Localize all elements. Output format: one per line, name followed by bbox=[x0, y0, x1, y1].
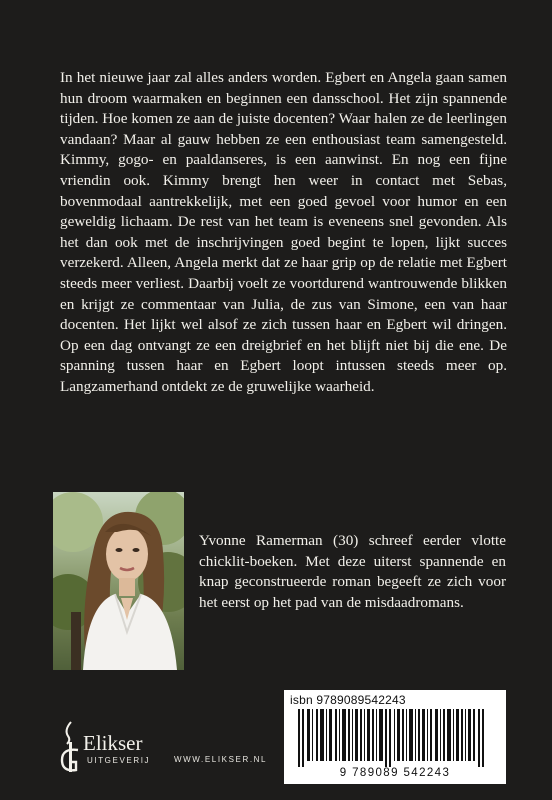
publisher-name: Elikser bbox=[83, 731, 143, 755]
publisher-emblem-icon bbox=[58, 720, 84, 776]
barcode-digits: 9 789089 542243 bbox=[339, 767, 451, 779]
isbn-label: isbn 9789089542243 bbox=[290, 693, 406, 707]
barcode-panel bbox=[284, 690, 506, 784]
author-bio: Yvonne Ramerman (30) schreef eerder vlotte chicklit-boeken. Met deze uiterst spannende en knap geconstrueerde roman begeeft ze zich voor het eerst op het pad van de misdaadromans. bbox=[199, 532, 506, 611]
blurb-text: In het nieuwe jaar zal alles anders worden. Egbert en Angela gaan samen hun droom waarmaken en beginnen een dansschool. Het zijn spannende tijden. Hoe komen ze aan de juiste docenten? Waar halen ze de leerlingen vandaan? Maar al gauw hebben ze een enthousiast team samengesteld. Kimmy, gogo- en paaldanseres, is een aanwinst. En nog een fijne vriendin ook. Kimmy brengt hen weer in contact met Sebas, bovenmodaal aantrekkelijk, met een goed gevoel voor humor en een geweldig lichaam. De rest van het team is eveneens snel gevonden. Als het dan ook met de inschrijvingen goed begint te lopen, lijkt succes verzekerd. Alleen, Angela merkt dat ze haar grip op de relatie met Egbert steeds meer verliest. Daarbij voelt ze voortdurend wantrouwende blikken en krijgt ze commentaar van Julia, de zus van Simone, een van haar docenten. Het lijkt wel alsof ze zich tussen haar en Egbert wil dringen. Op een dag ontvangt ze een dreigbrief en het blijft niet bij die ene. De spanning tussen haar en Egbert loopt intussen steeds meer op. Langzamerhand ontdekt ze de gruwelijke waarheid. bbox=[60, 69, 507, 395]
publisher-subtitle: UITGEVERIJ bbox=[87, 756, 151, 765]
publisher-website: WWW.ELIKSER.NL bbox=[174, 755, 268, 764]
barcode-icon bbox=[288, 709, 502, 767]
publisher-logo bbox=[58, 718, 168, 778]
author-photo bbox=[53, 492, 184, 670]
